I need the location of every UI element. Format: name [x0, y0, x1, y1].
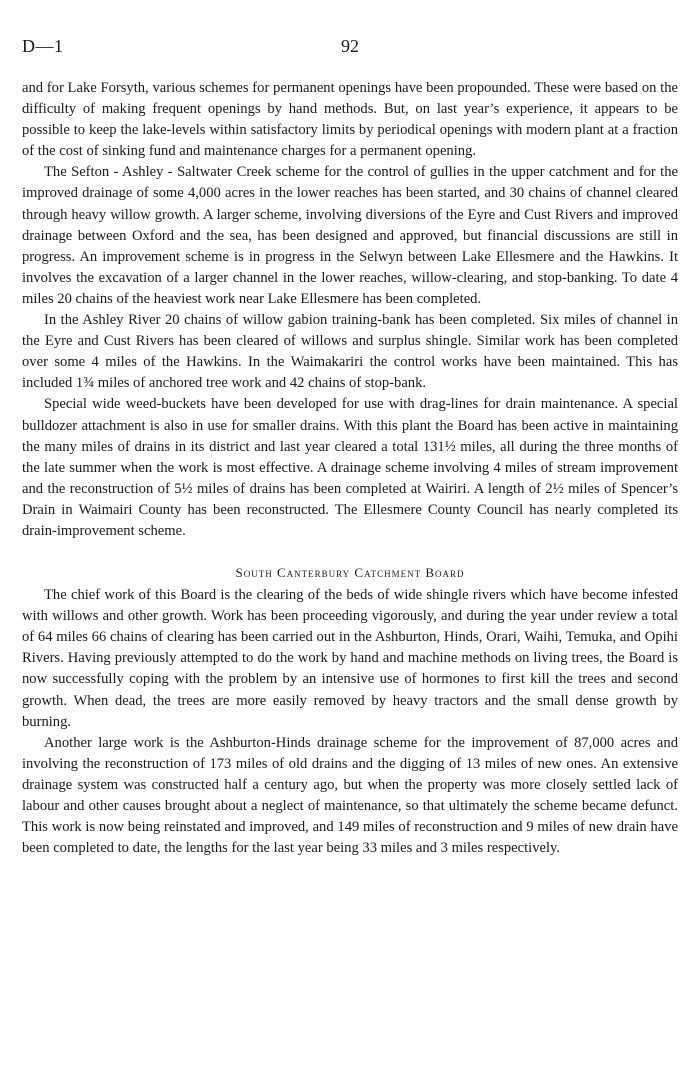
paragraph-lake-forsyth: and for Lake Forsyth, various schemes for permanent openings have been propounded. These were based on the difficulty of making frequent openings by hand methods. But, on last year’s experience, it appears to be possible to keep the lake-levels within satisfactory limits by periodical openings with modern plant at a fraction of the cost of sinking fund and maintenance charges for a permanent opening. [22, 80, 678, 160]
page-number: 92 [341, 36, 359, 56]
paragraph-sefton-ashley: The Sefton - Ashley - Saltwater Creek scheme for the control of gullies in the upper catchment and for the improved drainage of some 4,000 acres in the lower reaches has been started, and 30 chains of channel cleared through heavy willow growth. A larger scheme, involving diversions of the Eyre and Cust Rivers and improved drainage between Oxford and the sea, has been designed and approved, but financial discussions are still in progress. An improvement scheme is in progress in the Selwyn between Lake Ellesmere and the Hawkins. It involves the excavation of a larger channel in the lower reaches, willow-clearing, and stop-banking. To date 4 miles 20 chains of the heaviest work near Lake Ellesmere has been completed. [22, 164, 678, 307]
paragraph-clearing-beds: The chief work of this Board is the clearing of the beds of wide shingle rivers which have become infested with willows and other growth. Work has been proceeding vigorously, and during the year under review a total of 64 miles 66 chains of clearing has been carried out in the Ashburton, Hinds, Orari, Waihi, Temuka, and Opihi Rivers. Having previously attempted to do the work by hand and machine methods on living trees, the Board is now successfully coping with the problem by an intensive use of hormones to first kill the trees and second growth. When dead, the trees are more easily removed by heavy tractors and the small dense growth by burning. [22, 587, 678, 730]
paragraph-ashburton-hinds: Another large work is the Ashburton-Hinds drainage scheme for the improvement of 87,000 acres and involving the reconstruction of 173 miles of old drains and the digging of 13 miles of new ones. An extensive drainage system was constructed half a century ago, but when the property was more closely settled lack of labour and other causes brought about a neglect of maintenance, so that ultimately the scheme became defunct. This work is now being reinstated and improved, and 149 miles of reconstruction and 9 miles of new drain have been completed to date, the lengths for the last year being 33 miles and 3 miles respectively. [22, 734, 678, 857]
section-heading: South Canterbury Catchment Board [235, 565, 465, 581]
paragraph-weed-buckets: Special wide weed-buckets have been developed for use with drag-lines for drain maintenance. A special bulldozer attachment is also in use for smaller drains. With this plant the Board has been active in maintaining the many miles of drains in its district and last year cleared a total 131½ miles, all during the three months of the late summer when the work is most effective. A drainage scheme involving 4 miles of stream improvement and the reconstruction of 5½ miles of drains has been completed at Wairiri. A length of 2½ miles of Spencer’s Drain in Waimairi County has been reconstructed. The Ellesmere County Council has nearly completed its drain-improvement scheme. [22, 396, 678, 539]
paragraph-ashley-river: In the Ashley River 20 chains of willow gabion training-bank has been completed. Six miles of channel in the Eyre and Cust Rivers has been cleared of willows and surplus shingle. Similar work has been completed over some 4 miles of the Hawkins. In the Waimakariri the control works have been maintained. This has included 1¾ miles of anchored tree work and 42 chains of stop-bank. [22, 312, 678, 392]
section-code: D—1 [22, 36, 64, 56]
document-body [22, 78, 678, 859]
